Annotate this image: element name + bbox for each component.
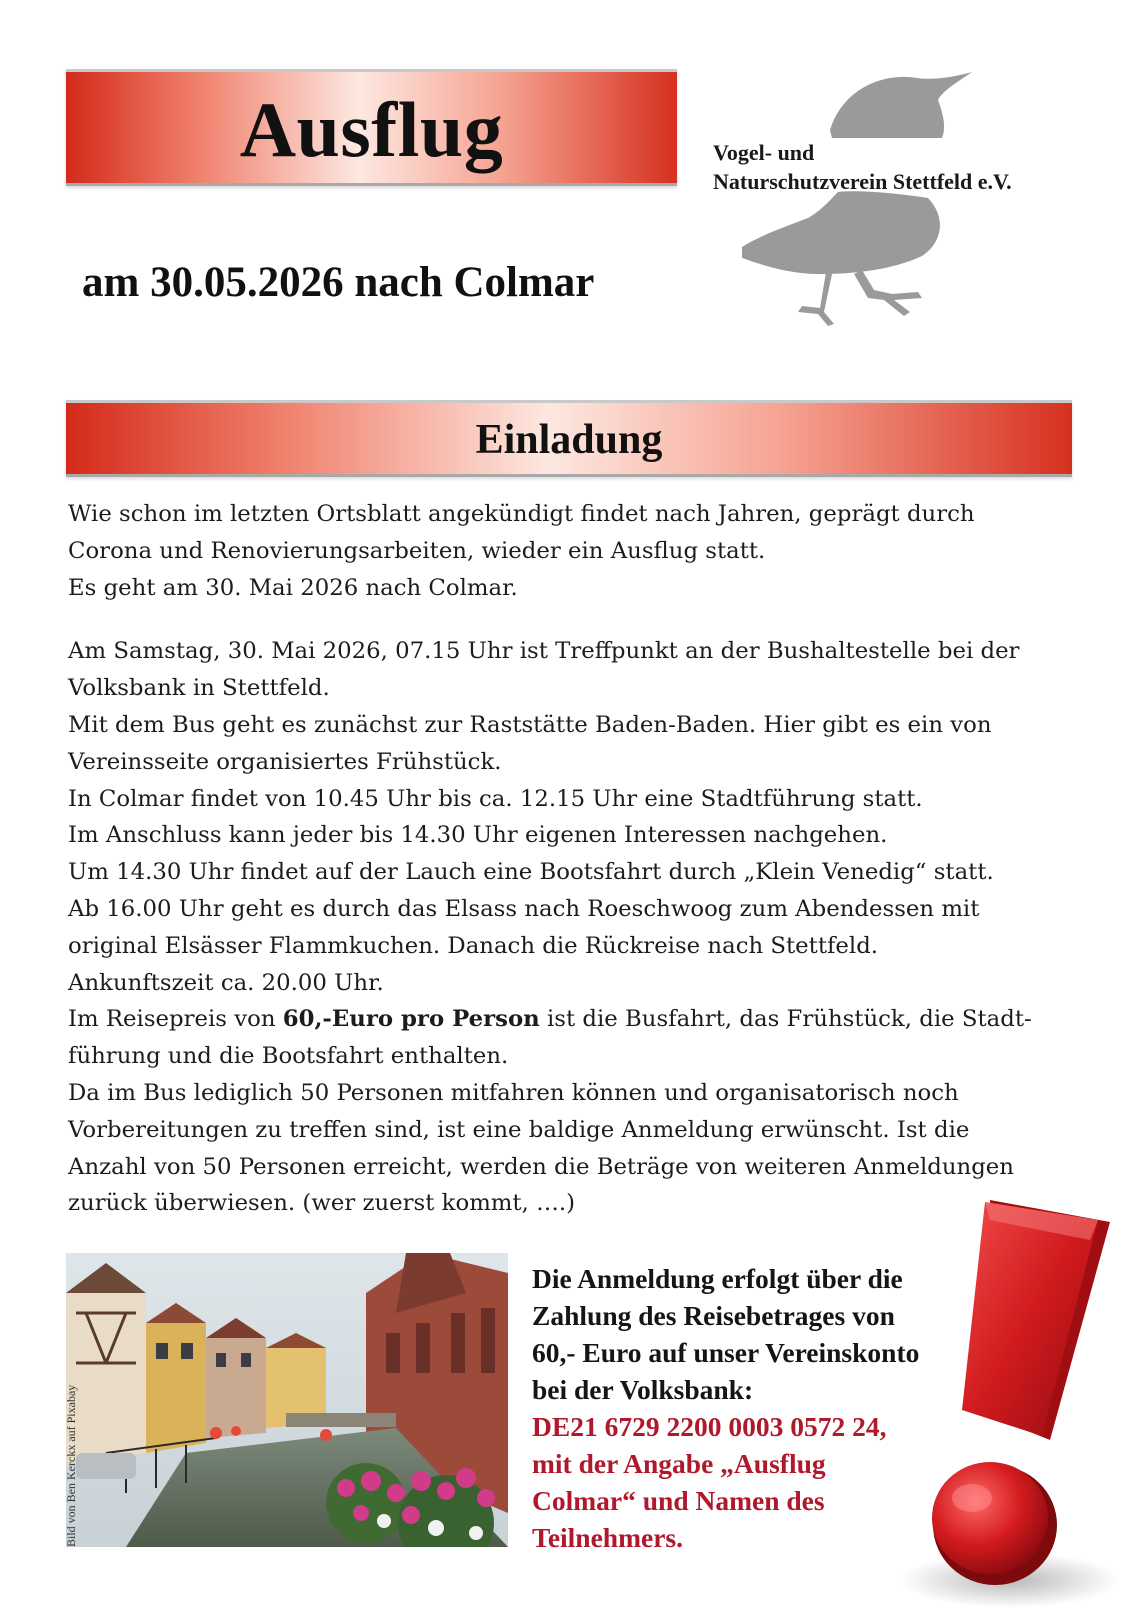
detail-line: Ab 16.00 Uhr geht es durch das Elsass nach Roeschwoog zum Abendessen mit [68,895,980,922]
club-name [713,138,1093,196]
bird-logo-icon [742,68,1072,338]
registration-line: bei der Volksbank: [532,1374,754,1405]
paragraph-gap [68,606,1088,633]
colmar-photo [66,1253,508,1547]
registration-line: 60,- Euro auf unser Vereinskonto [532,1337,920,1368]
detail-line: Am Samstag, 30. Mai 2026, 07.15 Uhr ist Treffpunkt an der Bushaltestelle bei der [68,638,1020,665]
notice-line: Vorbereitungen zu treffen sind, ist eine baldige Anmeldung erwünscht. Ist die [68,1116,970,1143]
registration-line: Zahlung des Reisebetrages von [532,1300,895,1331]
section-banner [66,400,1072,477]
registration-line: Die Anmeldung erfolgt über die [532,1263,903,1294]
notice-line: Anzahl von 50 Personen erreicht, werden die Beträge von weiteren Anmeldungen [68,1153,1014,1180]
reference-line: mit der Angabe „Ausflug [532,1448,826,1479]
photo-credit: Bild von Ben Kerckx auf Pixabay [64,1384,78,1547]
detail-line: Volksbank in Stettfeld. [68,675,330,702]
reference-line: Teilnehmers. [532,1522,683,1553]
price-before: Im Reisepreis von [68,1006,283,1033]
intro-line: Es geht am 30. Mai 2026 nach Colmar. [68,574,518,601]
detail-line: Um 14.30 Uhr findet auf der Lauch eine Bootsfahrt durch „Klein Venedig“ statt. [68,859,994,886]
detail-line: Im Anschluss kann jeder bis 14.30 Uhr eigenen Interessen nachgehen. [68,822,888,849]
detail-line: Mit dem Bus geht es zunächst zur Raststätte Baden-Baden. Hier gibt es ein von [68,711,992,738]
club-name-line1: Vogel- und [713,140,815,165]
exclamation-icon [900,1200,1130,1610]
detail-line: Vereinsseite organisiertes Frühstück. [68,748,502,775]
invitation-text [68,496,1088,1222]
notice-line: zurück überwiesen. (wer zuerst kommt, ….) [68,1190,576,1217]
intro-line: Wie schon im letzten Ortsblatt angekündigt findet nach Jahren, geprägt durch [68,501,975,527]
trip-subtitle: am 30.05.2026 nach Colmar [82,259,595,306]
page-title: Ausflug [239,86,504,173]
detail-line: In Colmar findet von 10.45 Uhr bis ca. 12.15 Uhr eine Stadtführung statt. [68,785,923,812]
price-line: führung und die Bootsfahrt enthalten. [68,1043,509,1070]
price-amount: 60,-Euro pro Person [282,1006,540,1033]
iban-line: DE21 6729 2200 0003 0572 24, [532,1411,887,1442]
notice-line: Da im Bus lediglich 50 Personen mitfahren können und organisatorisch noch [68,1079,959,1106]
intro-line: Corona und Renovierungsarbeiten, wieder ein Ausflug statt. [68,537,766,564]
detail-line: original Elsässer Flammkuchen. Danach die Rückreise nach Stettfeld. [68,932,879,959]
detail-line: Ankunftszeit ca. 20.00 Uhr. [68,969,384,996]
section-title: Einladung [475,417,663,463]
colmar-photo-illustration [66,1253,508,1547]
club-name-line2: Naturschutzverein Stettfeld e.V. [713,169,1012,194]
price-line [68,1001,1088,1038]
reference-line: Colmar“ und Namen des [532,1485,825,1516]
price-after: ist die Busfahrt, das Frühstück, die Stadt- [539,1006,1032,1033]
title-banner [66,69,677,186]
